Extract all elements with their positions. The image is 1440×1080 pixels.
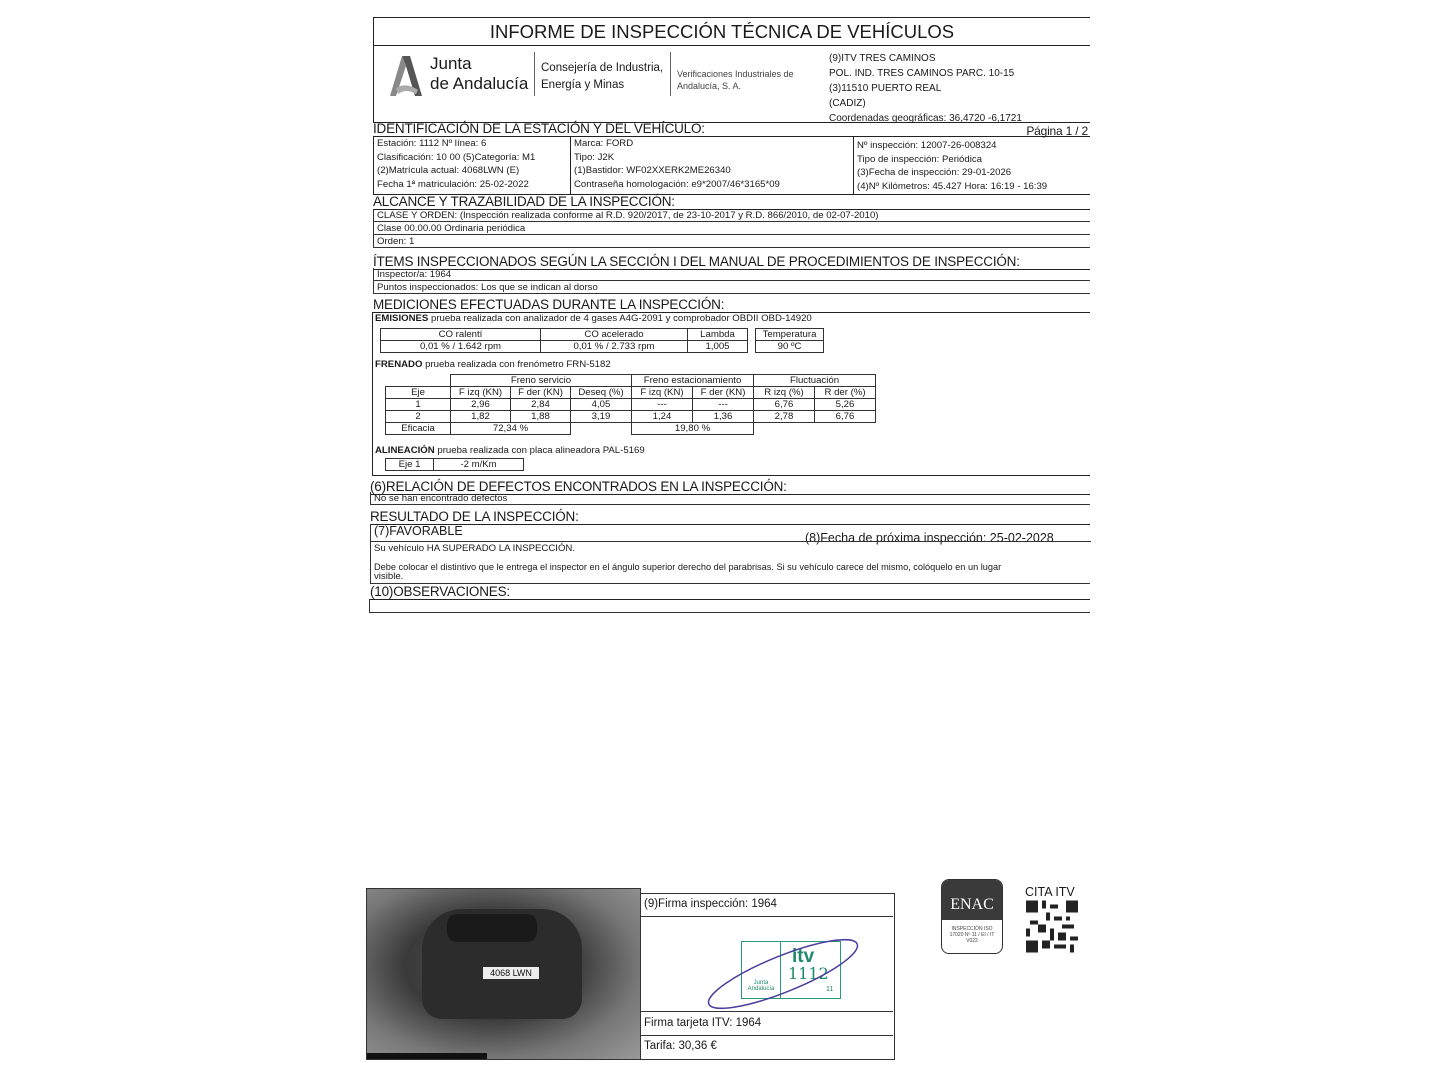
table-cell: 0,01 % / 1.642 rpm xyxy=(381,341,541,353)
stamp-itv: itv xyxy=(792,946,815,967)
text-line: Nº inspección: 12007-26-008324 xyxy=(857,140,997,151)
table-cell: CO ralentí xyxy=(381,329,541,341)
table-cell: 0,01 % / 2.733 rpm xyxy=(541,341,688,353)
vehicle-photo xyxy=(366,888,641,1060)
enac-subtitle: INSPECCIÓN ISO 17020 Nº 11 / EI / IT V022 xyxy=(949,926,995,944)
tarifa: Tarifa: 30,36 € xyxy=(644,1040,717,1052)
table-cell: --- xyxy=(632,399,693,411)
text-line: ALINEACIÓN xyxy=(375,445,435,456)
text-line: prueba realizada con analizador de 4 gases A4G-2091 y comprobador OBDII OBD-14920 xyxy=(428,313,812,324)
text-line: Clasificación: 10 00 (5)Categoría: M1 xyxy=(377,151,536,163)
table-cell: Fluctuación xyxy=(754,375,876,387)
alcance-row: Orden: 1 xyxy=(373,235,1090,248)
table-cell xyxy=(571,423,632,435)
vehicle-info xyxy=(574,137,780,191)
signature-box xyxy=(640,893,895,1060)
table-cell: Lambda xyxy=(688,329,748,341)
signature-scribble-icon xyxy=(701,934,861,1014)
items-row: Puntos inspeccionados: Los que se indican al dorso xyxy=(373,281,1090,294)
license-plate: 4068 LWN xyxy=(483,967,539,979)
text-line: EMISIONES xyxy=(375,313,429,324)
station-address xyxy=(829,51,1022,126)
emisiones-line xyxy=(375,313,812,324)
table-cell: 1,88 xyxy=(511,411,571,423)
items-row: Inspector/a: 1964 xyxy=(373,268,1090,281)
result-favorable: (7)FAVORABLE xyxy=(374,524,463,538)
stamp-number: 1112 xyxy=(788,964,829,983)
table-cell xyxy=(748,329,756,341)
cita-itv-label: CITA ITV xyxy=(1025,885,1075,899)
table-cell: R der (%) xyxy=(815,387,876,399)
items-heading: ÍTEMS INSPECCIONADOS SEGÚN LA SECCIÓN I DEL MANUAL DE PROCEDIMIENTOS DE INSPECCIÓN: xyxy=(373,254,1090,270)
text-line: (3)11510 PUERTO REAL xyxy=(829,83,942,94)
alineacion-line xyxy=(375,445,645,456)
table-cell: Deseq (%) xyxy=(571,387,632,399)
table-cell: R izq (%) xyxy=(754,387,815,399)
table-cell: Freno estacionamiento xyxy=(632,375,754,387)
resultado-box xyxy=(370,524,1090,584)
table-cell: 90 ºC xyxy=(756,341,824,353)
table-cell xyxy=(386,375,451,387)
resultado-heading: RESULTADO DE LA INSPECCIÓN: xyxy=(370,509,1090,525)
logo-text-2: de Andalucía xyxy=(430,74,529,93)
table-cell: F izq (KN) xyxy=(632,387,693,399)
divider xyxy=(570,137,571,194)
table-cell: 5,26 xyxy=(815,399,876,411)
text-line: (3)Fecha de inspección: 29-01-2026 xyxy=(857,167,1012,178)
mediciones-heading: MEDICIONES EFECTUADAS DURANTE LA INSPECCIÓN: xyxy=(373,297,1090,313)
table-cell: Freno servicio xyxy=(451,375,632,387)
firma-tarjeta: Firma tarjeta ITV: 1964 xyxy=(644,1017,762,1029)
header-box xyxy=(373,45,1090,123)
table-cell: -2 m/Km xyxy=(434,459,524,471)
station-info xyxy=(377,137,535,191)
alcance-heading: ALCANCE Y TRAZABILIDAD DE LA INSPECCIÓN: xyxy=(373,194,1090,210)
divider xyxy=(670,52,671,96)
enac-logo xyxy=(941,879,1003,954)
divider xyxy=(853,137,854,194)
text-line: prueba realizada con placa alineadora PAL-5169 xyxy=(434,445,645,456)
alcance-row: CLASE Y ORDEN: (Inspección realizada conforme al R.D. 920/2017, de 23-10-2017 y R.D. 866/2010, de 02-07-2010) xyxy=(373,209,1090,222)
stamp-junta: Junta Andalucía xyxy=(747,980,775,992)
title-box xyxy=(373,17,1090,46)
text-line: (4)Nº Kilómetros: 45.427 Hora: 16:19 - 16:39 xyxy=(857,180,1048,192)
table-cell: 1 xyxy=(386,399,451,411)
table-cell: --- xyxy=(693,399,754,411)
inspection-info xyxy=(857,139,1047,193)
text-line: Tipo de inspección: Periódica xyxy=(857,153,982,165)
table-cell: 2,78 xyxy=(754,411,815,423)
defectos-heading: (6)RELACIÓN DE DEFECTOS ENCONTRADOS EN LA INSPECCIÓN: xyxy=(370,479,1090,495)
verificaciones-1: Verificaciones Industriales de xyxy=(677,69,794,79)
table-cell: CO acelerado xyxy=(541,329,688,341)
text-line: (9)ITV TRES CAMINOS xyxy=(829,53,936,64)
alcance-row: Clase 00.00.00 Ordinaria periódica xyxy=(373,222,1090,235)
frenado-table xyxy=(385,374,876,435)
qr-code-icon[interactable] xyxy=(1026,900,1078,953)
table-cell: Eficacia xyxy=(386,423,451,435)
document-title: INFORME DE INSPECCIÓN TÉCNICA DE VEHÍCULOS xyxy=(489,21,955,42)
result-line-2: Debe colocar el distintivo que le entrega el inspector en el ángulo superior derecho del parabrisas. Si su vehículo carece del mismo, colóquelo en un lugar xyxy=(374,562,1002,572)
table-cell: 2,96 xyxy=(451,399,511,411)
text-line: FRENADO xyxy=(375,359,423,370)
text-line: IDENTIFICACIÓN DE LA ESTACIÓN Y DEL VEHÍCULO: xyxy=(373,121,705,136)
alineacion-table xyxy=(385,458,524,471)
frenado-line xyxy=(375,359,611,370)
table-cell: 1,005 xyxy=(688,341,748,353)
logo-text-1: Junta xyxy=(430,54,472,73)
junta-andalucia-logo-icon xyxy=(388,54,424,98)
mediciones-box xyxy=(372,312,1090,476)
observaciones-box xyxy=(369,599,1090,613)
table-cell: Temperatura xyxy=(756,329,824,341)
text-line: (2)Matrícula actual: 4068LWN (E) xyxy=(377,165,520,176)
next-inspection-date: (8)Fecha de próxima inspección: 25-02-2028 xyxy=(805,531,1054,545)
text-line: (1)Bastidor: WF02XXERK2ME26340 xyxy=(574,165,731,176)
table-cell: 6,76 xyxy=(754,399,815,411)
table-cell: F der (KN) xyxy=(693,387,754,399)
consejeria-2: Energía y Minas xyxy=(541,79,625,91)
page-number: Página 1 / 2 xyxy=(1026,124,1088,138)
table-cell: 6,76 xyxy=(815,411,876,423)
table-cell xyxy=(748,341,756,353)
table-cell: 1,82 xyxy=(451,411,511,423)
table-cell xyxy=(815,423,876,435)
table-cell: 2,84 xyxy=(511,399,571,411)
defectos-text: No se han encontrado defectos xyxy=(370,492,1090,505)
table-cell: 72,34 % xyxy=(451,423,571,435)
text-line: Coordenadas geográficas: 36,4720 -6,1721 xyxy=(829,113,1022,124)
verificaciones-2: Andalucía, S. A. xyxy=(677,81,742,91)
text-line: POL. IND. TRES CAMINOS PARC. 10-15 xyxy=(829,68,1015,79)
table-cell: F izq (KN) xyxy=(451,387,511,399)
table-cell: Eje 1 xyxy=(386,459,434,471)
identificacion-table xyxy=(373,137,1090,195)
text-line: Contraseña homologación: e9*2007/46*3165*09 xyxy=(574,178,780,190)
text-line: (CADIZ) xyxy=(829,98,866,109)
text-line: Marca: FORD xyxy=(574,138,634,149)
table-cell: 3,19 xyxy=(571,411,632,423)
text-line: Tipo: J2K xyxy=(574,151,615,163)
result-line-1: Su vehículo HA SUPERADO LA INSPECCIÓN. xyxy=(374,543,576,554)
table-cell xyxy=(754,423,815,435)
table-cell: 4,05 xyxy=(571,399,632,411)
table-cell: 1,24 xyxy=(632,411,693,423)
result-line-3: visible. xyxy=(374,571,404,582)
emisiones-table xyxy=(380,328,824,353)
stamp-small: 11 xyxy=(826,986,834,993)
text-line: ENAC xyxy=(942,880,1002,920)
table-cell: Eje xyxy=(386,387,451,399)
observaciones-heading: (10)OBSERVACIONES: xyxy=(370,584,1090,600)
table-cell: 1,36 xyxy=(693,411,754,423)
table-cell: 19,80 % xyxy=(632,423,754,435)
text-line: Fecha 1ª matriculación: 25-02-2022 xyxy=(377,178,529,190)
text-line: prueba realizada con frenómetro FRN-5182 xyxy=(422,359,611,370)
firma-inspeccion: (9)Firma inspección: 1964 xyxy=(644,898,777,910)
divider xyxy=(534,52,535,96)
text-line: Estación: 1112 Nº línea: 6 xyxy=(377,138,487,149)
identificacion-heading xyxy=(373,121,1090,137)
consejeria-1: Consejería de Industria, xyxy=(541,62,664,74)
table-cell: 2 xyxy=(386,411,451,423)
table-cell: F der (KN) xyxy=(511,387,571,399)
